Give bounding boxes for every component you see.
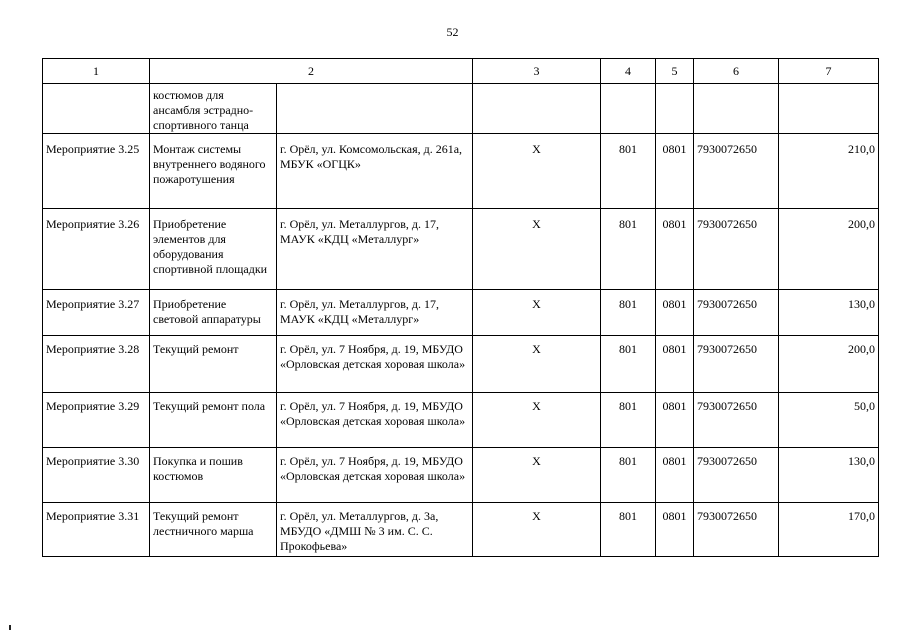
cell-col5: 0801: [656, 134, 694, 209]
cell-address: г. Орёл, ул. Металлургов, д. 17, МАУК «КДЦ «Металлург»: [277, 209, 473, 290]
cell-col3: Х: [473, 503, 601, 557]
cell-description: Текущий ремонт пола: [150, 393, 277, 448]
table-row: [43, 209, 879, 290]
cell-col3: Х: [473, 336, 601, 393]
cell-address: [277, 84, 473, 134]
cell-address: г. Орёл, ул. Металлургов, д. 3а, МБУДО «ДМШ № 3 им. С. С. Прокофьева»: [277, 503, 473, 557]
cell-event: Мероприятие 3.30: [43, 448, 150, 503]
header-col-6: 6: [694, 59, 779, 84]
cell-col3: Х: [473, 290, 601, 336]
cell-col7: 200,0: [779, 209, 879, 290]
cell-col4: 801: [601, 503, 656, 557]
cell-col4: 801: [601, 290, 656, 336]
table-row: [43, 448, 879, 503]
header-col-1: 1: [43, 59, 150, 84]
cell-col7: 50,0: [779, 393, 879, 448]
cell-event: Мероприятие 3.25: [43, 134, 150, 209]
cell-description: Текущий ремонт лестничного марша: [150, 503, 277, 557]
cell-col7: 210,0: [779, 134, 879, 209]
cell-col6: 7930072650: [694, 448, 779, 503]
cell-col6: 7930072650: [694, 503, 779, 557]
cell-description: Монтаж системы внутреннего водяного пожаротушения: [150, 134, 277, 209]
cell-col4: [601, 84, 656, 134]
table-row: [43, 336, 879, 393]
table-row: [43, 393, 879, 448]
table-row: [43, 134, 879, 209]
header-row: [43, 59, 879, 84]
header-col-5: 5: [656, 59, 694, 84]
cell-col5: 0801: [656, 448, 694, 503]
cell-col7: [779, 84, 879, 134]
cell-col6: 7930072650: [694, 393, 779, 448]
cell-col6: 7930072650: [694, 336, 779, 393]
cell-col6: [694, 84, 779, 134]
header-col-3: 3: [473, 59, 601, 84]
cell-col5: 0801: [656, 336, 694, 393]
cell-col6: 7930072650: [694, 134, 779, 209]
cell-description: Покупка и пошив костюмов: [150, 448, 277, 503]
cell-event: [43, 84, 150, 134]
cell-col5: 0801: [656, 209, 694, 290]
cell-col7: 130,0: [779, 290, 879, 336]
cell-description: Приобретение световой аппаратуры: [150, 290, 277, 336]
cell-col7: 170,0: [779, 503, 879, 557]
table-row-continuation: [43, 84, 879, 134]
table-row: [43, 503, 879, 557]
cell-col3: [473, 84, 601, 134]
cell-col5: 0801: [656, 393, 694, 448]
cell-address: г. Орёл, ул. Металлургов, д. 17, МАУК «КДЦ «Металлург»: [277, 290, 473, 336]
cell-event: Мероприятие 3.26: [43, 209, 150, 290]
cell-col3: Х: [473, 448, 601, 503]
cell-col7: 200,0: [779, 336, 879, 393]
cell-event: Мероприятие 3.28: [43, 336, 150, 393]
scan-artifact: [9, 625, 11, 630]
header-col-2: 2: [150, 59, 473, 84]
cell-event: Мероприятие 3.29: [43, 393, 150, 448]
cell-col3: Х: [473, 134, 601, 209]
cell-col5: [656, 84, 694, 134]
page-number: 52: [446, 25, 459, 39]
header-col-4: 4: [601, 59, 656, 84]
cell-event: Мероприятие 3.31: [43, 503, 150, 557]
cell-col6: 7930072650: [694, 209, 779, 290]
cell-col5: 0801: [656, 503, 694, 557]
cell-col3: Х: [473, 209, 601, 290]
cell-description: Текущий ремонт: [150, 336, 277, 393]
cell-col4: 801: [601, 448, 656, 503]
cell-col4: 801: [601, 134, 656, 209]
cell-col4: 801: [601, 336, 656, 393]
cell-event: Мероприятие 3.27: [43, 290, 150, 336]
cell-col6: 7930072650: [694, 290, 779, 336]
cell-col5: 0801: [656, 290, 694, 336]
cell-address: г. Орёл, ул. 7 Ноября, д. 19, МБУДО «Орловская детская хоровая школа»: [277, 448, 473, 503]
cell-address: г. Орёл, ул. 7 Ноября, д. 19, МБУДО «Орловская детская хоровая школа»: [277, 336, 473, 393]
cell-description: Приобретение элементов для оборудования спортивной площадки: [150, 209, 277, 290]
cell-col7: 130,0: [779, 448, 879, 503]
cell-address: г. Орёл, ул. Комсомольская, д. 261а, МБУК «ОГЦК»: [277, 134, 473, 209]
header-col-7: 7: [779, 59, 879, 84]
cell-address: г. Орёл, ул. 7 Ноября, д. 19, МБУДО «Орловская детская хоровая школа»: [277, 393, 473, 448]
budget-table: [42, 58, 879, 557]
cell-col3: Х: [473, 393, 601, 448]
cell-col4: 801: [601, 209, 656, 290]
cell-col4: 801: [601, 393, 656, 448]
cell-description: костюмов для ансамбля эстрадно-спортивного танца: [150, 84, 277, 134]
table-row: [43, 290, 879, 336]
